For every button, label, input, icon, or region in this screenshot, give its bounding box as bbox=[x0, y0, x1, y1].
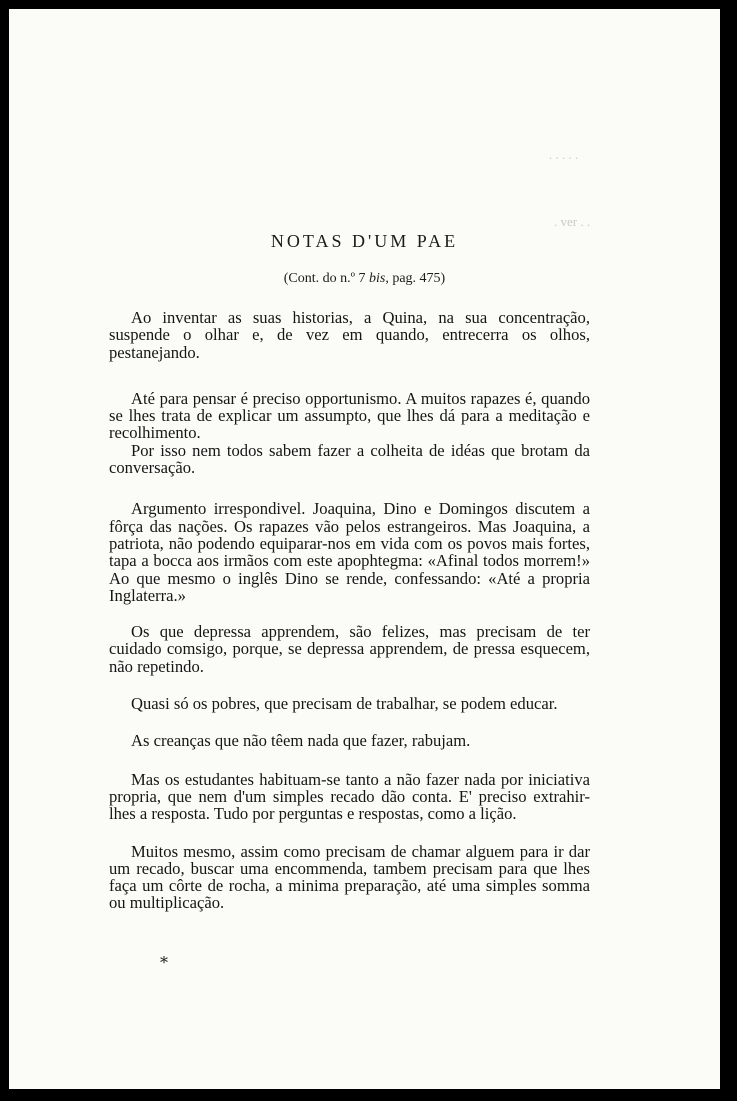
page-title: NOTAS D'UM PAE bbox=[270, 231, 459, 251]
paragraph: Argumento irrespondivel. Joaquina, Dino e Domingos discutem a fôrça das nações. Os rapazes vão pelos estrangeiros. Mas Joaquina, a patriota, não podendo equiparar-nos em vida com os povos mais fortes, tapa a bocca aos irmãos com este apophtegma: «Afinal todos morrem!» Ao que mesmo o inglês Dino se rende, confessando: «Até a propria Inglaterra.» bbox=[109, 499, 590, 605]
show-through-text: . . . . . bbox=[549, 147, 579, 162]
paragraph: Por isso nem todos sabem fazer a colheita de idéas que brotam da conversação. bbox=[109, 440, 590, 478]
paragraph: As creanças que não têem nada que fazer, rabujam. bbox=[131, 731, 471, 751]
body-text bbox=[109, 309, 590, 912]
paragraph: Os que depressa apprendem, são felizes, mas precisam de ter cuidado comsigo, porque, se depressa apprendem, de pressa esquecem, não repetindo. bbox=[109, 622, 590, 676]
section-ornament: * bbox=[160, 953, 168, 972]
paragraph: Quasi só os pobres, que precisam de trabalhar, se podem educar. bbox=[131, 694, 558, 714]
paragraph: Mas os estudantes habituam-se tanto a não fazer nada por iniciativa propria, que nem d'um simples recado dão conta. E' preciso extrahir-lhes a resposta. Tudo por perguntas e respostas, como a lição. bbox=[109, 769, 590, 824]
continuation-note: (Cont. do n.º 7 bis, pag. 475) bbox=[283, 271, 446, 286]
paragraph: Muitos mesmo, assim como precisam de chamar alguem para ir dar um recado, buscar uma encommenda, tambem precisam para que lhes faça um côrte de rocha, a minima preparação, até uma simples somma ou multiplicação. bbox=[109, 841, 590, 913]
document-page bbox=[9, 9, 720, 1089]
paragraph: Ao inventar as suas historias, a Quina, na sua concentração, suspende o olhar e, de vez em quando, entrecerra os olhos, pestanejando. bbox=[109, 308, 590, 362]
show-through-text: . ver . . bbox=[554, 214, 591, 229]
paragraph: Até para pensar é preciso opportunismo. A muitos rapazes é, quando se lhes trata de explicar um assumpto, que lhes dá para a meditação e recolhimento. bbox=[109, 388, 590, 443]
